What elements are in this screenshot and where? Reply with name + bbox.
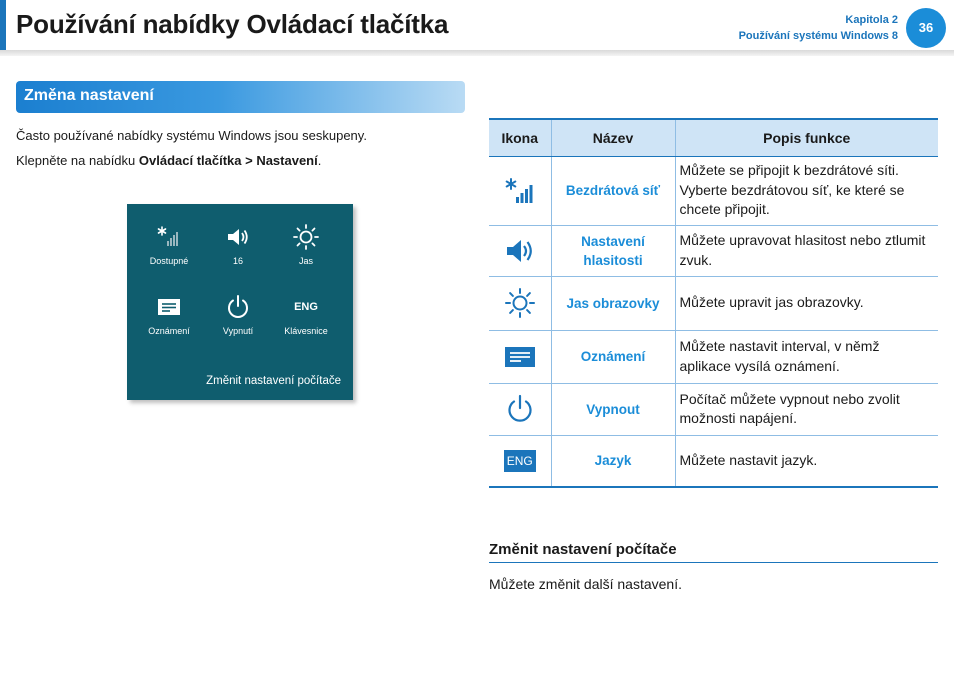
wifi-signal-icon: [489, 177, 551, 205]
table-row: [489, 225, 938, 276]
tile-label: Oznámení: [148, 326, 190, 336]
table-row: [489, 156, 938, 225]
page-header: [0, 0, 954, 58]
desc-cell: Můžete nastavit jazyk.: [675, 435, 938, 487]
power-icon: [489, 394, 551, 424]
tile-label: Dostupné: [149, 256, 189, 266]
desc-cell: Můžete nastavit interval, v němž aplikace vysílá oznámení.: [675, 330, 938, 383]
name-cell: Oznámení: [551, 330, 675, 383]
subsection-title: Změnit nastavení počítače: [489, 541, 938, 563]
power-icon: [203, 292, 273, 322]
icon-cell: [489, 435, 551, 487]
tile-volume[interactable]: [203, 222, 273, 266]
tile-network[interactable]: [134, 222, 204, 266]
icon-cell: [489, 330, 551, 383]
name-cell: Nastavení hlasitosti: [551, 225, 675, 276]
notification-icon: [134, 292, 204, 322]
header-name: Název: [551, 119, 675, 156]
instruction-suffix: .: [317, 153, 322, 168]
tile-keyboard[interactable]: [271, 292, 341, 336]
eng-text-icon: [271, 292, 341, 322]
table-row: [489, 276, 938, 330]
tile-label: Klávesnice: [284, 326, 328, 336]
eng-text: ENG: [294, 301, 318, 313]
brightness-icon: [271, 222, 341, 252]
tile-label: Vypnutí: [222, 326, 254, 336]
tile-label: Jas: [298, 256, 313, 266]
table-header-row: [489, 119, 938, 156]
desc-cell: Počítač můžete vypnout nebo zvolit možnosti napájení.: [675, 383, 938, 435]
desc-cell: Můžete upravovat hlasitost nebo ztlumit zvuk.: [675, 225, 938, 276]
instruction-text: [16, 153, 321, 168]
table-row: [489, 383, 938, 435]
instruction-bold: Ovládací tlačítka > Nastavení: [138, 153, 318, 168]
brightness-icon: [489, 287, 551, 319]
name-cell: Jas obrazovky: [551, 276, 675, 330]
eng-badge-icon: ENG: [504, 450, 536, 472]
name-cell: Jazyk: [551, 435, 675, 487]
tile-brightness[interactable]: [271, 222, 341, 266]
name-cell: Bezdrátová síť: [551, 156, 675, 225]
notification-icon: [489, 346, 551, 368]
chapter-info: [739, 12, 898, 44]
controls-table: [489, 118, 938, 488]
page-number-badge: 36: [906, 8, 946, 48]
change-pc-settings-link[interactable]: Změnit nastavení počítače: [206, 375, 341, 387]
icon-cell: [489, 383, 551, 435]
header-description: Popis funkce: [675, 119, 938, 156]
icon-cell: [489, 276, 551, 330]
speaker-icon: [203, 222, 273, 252]
subsection-text: Můžete změnit další nastavení.: [489, 576, 682, 592]
speaker-icon: [489, 236, 551, 266]
tile-power[interactable]: [203, 292, 273, 336]
table-row: [489, 435, 938, 487]
chapter-label: Kapitola 2: [845, 14, 898, 26]
settings-panel-screenshot: [127, 204, 353, 400]
table-row: [489, 330, 938, 383]
header-accent-bar: [0, 0, 6, 52]
section-header-bar: [16, 81, 465, 113]
header-divider: [0, 50, 954, 56]
wifi-signal-icon: [134, 222, 204, 252]
tile-label: 16: [232, 256, 243, 266]
icon-cell: [489, 156, 551, 225]
intro-text: Často používané nabídky systému Windows jsou seskupeny.: [16, 128, 367, 143]
desc-cell: Můžete se připojit k bezdrátové síti. Vyberte bezdrátovou síť, ke které se chcete připojit.: [675, 156, 938, 225]
instruction-prefix: Klepněte na nabídku: [16, 153, 139, 168]
header-icon: Ikona: [489, 119, 551, 156]
icon-cell: [489, 225, 551, 276]
page-title: Používání nabídky Ovládací tlačítka: [16, 9, 449, 39]
desc-cell: Můžete upravit jas obrazovky.: [675, 276, 938, 330]
tile-notifications[interactable]: [134, 292, 204, 336]
name-cell: Vypnout: [551, 383, 675, 435]
section-title: Změna nastavení: [24, 87, 154, 104]
chapter-subtitle: Používání systému Windows 8: [738, 30, 898, 42]
